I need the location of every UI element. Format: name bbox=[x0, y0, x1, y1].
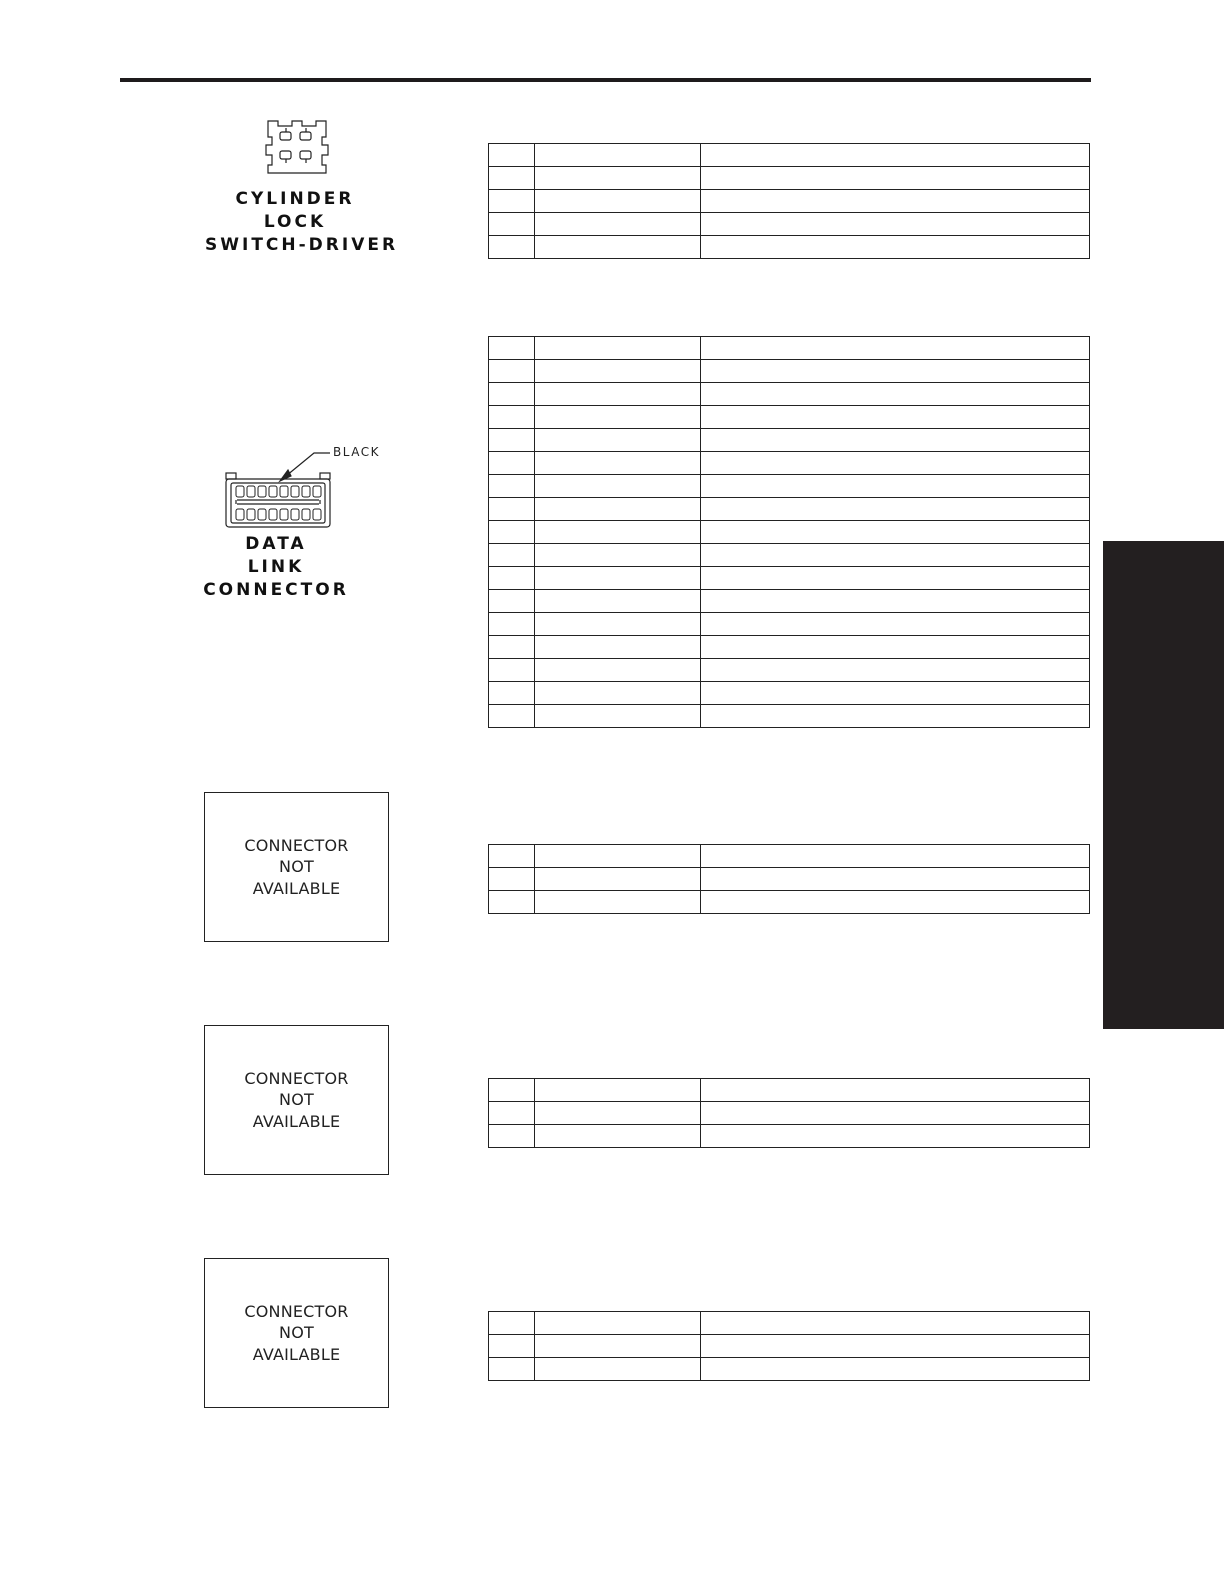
table-row bbox=[489, 567, 1090, 590]
table-row bbox=[489, 636, 1090, 659]
pin-table bbox=[488, 1078, 1090, 1148]
circuit-cell bbox=[535, 1079, 701, 1102]
placeholder-line: AVAILABLE bbox=[252, 1111, 341, 1131]
cavity-cell bbox=[489, 613, 535, 636]
table-row bbox=[489, 521, 1090, 544]
table-row bbox=[489, 452, 1090, 475]
table-row bbox=[489, 705, 1090, 728]
circuit-cell bbox=[535, 705, 701, 728]
function-cell bbox=[701, 590, 1090, 613]
function-cell bbox=[701, 337, 1090, 360]
placeholder-line: CONNECTOR bbox=[244, 1068, 349, 1088]
table-row bbox=[489, 406, 1090, 429]
function-cell bbox=[701, 236, 1090, 259]
function-cell bbox=[701, 1102, 1090, 1125]
function-cell bbox=[701, 429, 1090, 452]
function-cell bbox=[701, 682, 1090, 705]
cavity-cell bbox=[489, 360, 535, 383]
cavity-cell bbox=[489, 868, 535, 891]
placeholder-line: AVAILABLE bbox=[252, 1344, 341, 1364]
circuit-cell bbox=[535, 498, 701, 521]
circuit-cell bbox=[535, 144, 701, 167]
function-cell bbox=[701, 167, 1090, 190]
placeholder-line: NOT bbox=[279, 1323, 314, 1343]
function-cell bbox=[701, 406, 1090, 429]
cavity-cell bbox=[489, 1335, 535, 1358]
circuit-cell bbox=[535, 167, 701, 190]
table-row bbox=[489, 383, 1090, 406]
circuit-cell bbox=[535, 213, 701, 236]
table-row bbox=[489, 1102, 1090, 1125]
cavity-cell bbox=[489, 406, 535, 429]
table-row bbox=[489, 1312, 1090, 1335]
header-rule bbox=[120, 78, 1091, 82]
cavity-cell bbox=[489, 590, 535, 613]
cavity-cell bbox=[489, 236, 535, 259]
cylinder-lock-label bbox=[205, 188, 399, 257]
cavity-cell bbox=[489, 213, 535, 236]
function-cell bbox=[701, 190, 1090, 213]
placeholder-line: NOT bbox=[279, 1090, 314, 1110]
cavity-cell bbox=[489, 845, 535, 868]
cavity-cell bbox=[489, 682, 535, 705]
cavity-cell bbox=[489, 705, 535, 728]
table-row bbox=[489, 682, 1090, 705]
connector-placeholder bbox=[204, 792, 389, 942]
cylinder-lock-connector-icon bbox=[256, 118, 338, 180]
pin-table bbox=[488, 844, 1090, 914]
circuit-cell bbox=[535, 1312, 701, 1335]
label-line: LOCK bbox=[263, 212, 327, 232]
circuit-cell bbox=[535, 613, 701, 636]
label-line: DATA bbox=[245, 534, 307, 554]
data-link-label bbox=[196, 533, 356, 602]
circuit-cell bbox=[535, 1358, 701, 1381]
label-line: LINK bbox=[247, 557, 305, 577]
section-index-tab bbox=[1103, 541, 1224, 1029]
table-row bbox=[489, 429, 1090, 452]
circuit-cell bbox=[535, 406, 701, 429]
cavity-cell bbox=[489, 567, 535, 590]
cavity-cell bbox=[489, 659, 535, 682]
cylinder-lock-pin-table bbox=[488, 143, 1090, 259]
color-callout: BLACK bbox=[333, 445, 380, 459]
table-row bbox=[489, 1335, 1090, 1358]
connector-placeholder bbox=[204, 1258, 389, 1408]
function-cell bbox=[701, 868, 1090, 891]
cavity-cell bbox=[489, 1358, 535, 1381]
table-row bbox=[489, 1358, 1090, 1381]
label-line: CONNECTOR bbox=[203, 580, 349, 600]
circuit-cell bbox=[535, 845, 701, 868]
function-cell bbox=[701, 1079, 1090, 1102]
placeholder-line: CONNECTOR bbox=[244, 835, 349, 855]
circuit-cell bbox=[535, 590, 701, 613]
data-link-connector-icon bbox=[222, 446, 334, 530]
function-cell bbox=[701, 144, 1090, 167]
function-cell bbox=[701, 891, 1090, 914]
cavity-cell bbox=[489, 475, 535, 498]
function-cell bbox=[701, 498, 1090, 521]
table-row bbox=[489, 236, 1090, 259]
data-link-pin-table bbox=[488, 336, 1090, 728]
function-cell bbox=[701, 1358, 1090, 1381]
function-cell bbox=[701, 1125, 1090, 1148]
cavity-cell bbox=[489, 190, 535, 213]
connector-placeholder bbox=[204, 1025, 389, 1175]
placeholder-line: NOT bbox=[279, 857, 314, 877]
cavity-cell bbox=[489, 891, 535, 914]
circuit-cell bbox=[535, 236, 701, 259]
circuit-cell bbox=[535, 452, 701, 475]
table-row bbox=[489, 475, 1090, 498]
table-row bbox=[489, 891, 1090, 914]
label-line: CYLINDER bbox=[235, 189, 355, 209]
circuit-cell bbox=[535, 1102, 701, 1125]
table-row bbox=[489, 590, 1090, 613]
placeholder-line: AVAILABLE bbox=[252, 878, 341, 898]
function-cell bbox=[701, 636, 1090, 659]
table-row bbox=[489, 613, 1090, 636]
function-cell bbox=[701, 845, 1090, 868]
circuit-cell bbox=[535, 521, 701, 544]
cavity-cell bbox=[489, 498, 535, 521]
circuit-cell bbox=[535, 1125, 701, 1148]
circuit-cell bbox=[535, 567, 701, 590]
function-cell bbox=[701, 521, 1090, 544]
cavity-cell bbox=[489, 521, 535, 544]
function-cell bbox=[701, 383, 1090, 406]
function-cell bbox=[701, 567, 1090, 590]
function-cell bbox=[701, 360, 1090, 383]
table-row bbox=[489, 360, 1090, 383]
table-row bbox=[489, 213, 1090, 236]
circuit-cell bbox=[535, 429, 701, 452]
circuit-cell bbox=[535, 659, 701, 682]
cavity-cell bbox=[489, 1102, 535, 1125]
cavity-cell bbox=[489, 452, 535, 475]
circuit-cell bbox=[535, 383, 701, 406]
function-cell bbox=[701, 475, 1090, 498]
circuit-cell bbox=[535, 544, 701, 567]
cavity-cell bbox=[489, 167, 535, 190]
circuit-cell bbox=[535, 190, 701, 213]
table-row bbox=[489, 868, 1090, 891]
circuit-cell bbox=[535, 475, 701, 498]
placeholder-line: CONNECTOR bbox=[244, 1301, 349, 1321]
table-row bbox=[489, 544, 1090, 567]
circuit-cell bbox=[535, 682, 701, 705]
function-cell bbox=[701, 213, 1090, 236]
function-cell bbox=[701, 705, 1090, 728]
cavity-cell bbox=[489, 636, 535, 659]
table-row bbox=[489, 190, 1090, 213]
table-row bbox=[489, 659, 1090, 682]
circuit-cell bbox=[535, 337, 701, 360]
pin-table bbox=[488, 1311, 1090, 1381]
label-line: SWITCH-DRIVER bbox=[205, 235, 399, 255]
table-row bbox=[489, 167, 1090, 190]
table-row bbox=[489, 144, 1090, 167]
function-cell bbox=[701, 659, 1090, 682]
cavity-cell bbox=[489, 429, 535, 452]
cavity-cell bbox=[489, 144, 535, 167]
cavity-cell bbox=[489, 337, 535, 360]
function-cell bbox=[701, 452, 1090, 475]
function-cell bbox=[701, 544, 1090, 567]
table-row bbox=[489, 498, 1090, 521]
cavity-cell bbox=[489, 1125, 535, 1148]
circuit-cell bbox=[535, 891, 701, 914]
table-row bbox=[489, 1125, 1090, 1148]
cavity-cell bbox=[489, 1079, 535, 1102]
circuit-cell bbox=[535, 360, 701, 383]
table-row bbox=[489, 845, 1090, 868]
cavity-cell bbox=[489, 383, 535, 406]
cavity-cell bbox=[489, 544, 535, 567]
function-cell bbox=[701, 1312, 1090, 1335]
circuit-cell bbox=[535, 1335, 701, 1358]
function-cell bbox=[701, 1335, 1090, 1358]
cavity-cell bbox=[489, 1312, 535, 1335]
function-cell bbox=[701, 613, 1090, 636]
table-row bbox=[489, 1079, 1090, 1102]
circuit-cell bbox=[535, 868, 701, 891]
circuit-cell bbox=[535, 636, 701, 659]
table-row bbox=[489, 337, 1090, 360]
